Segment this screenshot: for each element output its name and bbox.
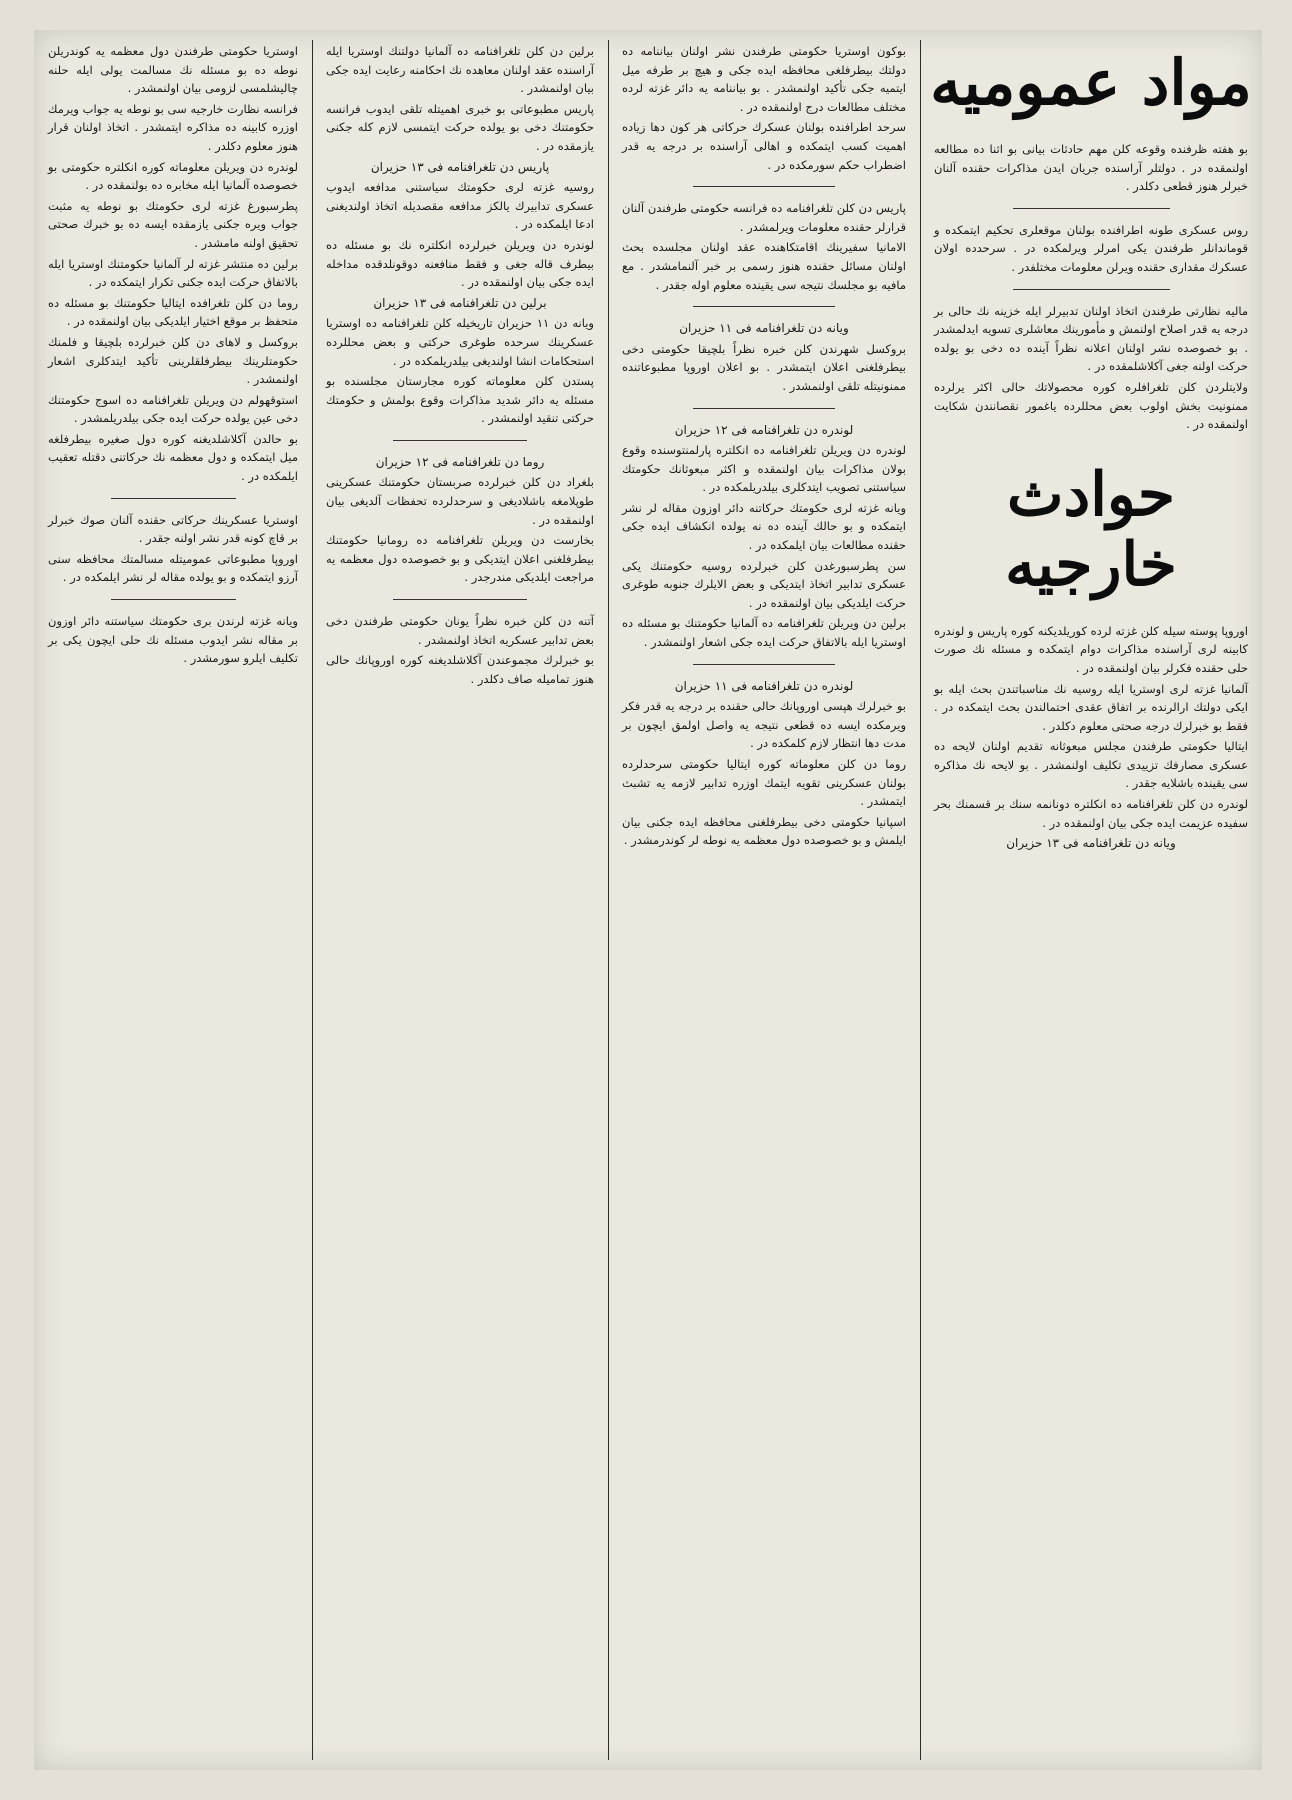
paragraph: آتنه دن كلن خبره نظراً يونان حكومتى طرفندن دخى بعض تدابير عسكريه اتخاذ اولنمشدر .: [326, 614, 594, 647]
paragraph: بو خبرلرك مجموعندن آكلاشلديغنه كوره اوروپانك حالى هنوز تماميله صاف دكلدر .: [326, 653, 594, 686]
dateline: ويانه دن تلغرافنامه فى ۱۳ حزيران: [1006, 836, 1176, 851]
paragraph: ويانه غزته لرى حكومتك حركاتنه دائر اوزون مقاله لر نشر ايتمكده و بو حالك آينده ده نه يولده انكشاف ايده جكى حقنده مطالعات بيان ايلمكده در .: [622, 500, 906, 553]
section-divider: [693, 186, 835, 187]
paragraph: اوروپا پوسته سيله كلن غزته لرده كوريلديكنه كوره پاريس و لوندره كابينه لرى آراسنده مذاكرات دوام ايتمكده و مسئله نك صورت حلى حقنده فكرلر بيان اولنمقده در .: [934, 623, 1248, 675]
paragraph: سن پطرسبورغدن كلن خبرلرده روسيه حكومتنك يكى عسكرى تدابير اتخاذ ايتديكى و بعض الايلرك جنوبه طوغرى حركت ايلديكى بيان اولنمقده در .: [622, 558, 906, 610]
paragraph: لوندره دن ويريلن معلوماته كوره انكلتره حكومتى بو خصوصده آلمانيا ايله مخابره ده بولنمقده در .: [48, 159, 298, 193]
section-divider: [693, 306, 835, 307]
paragraph: بو حالدن آكلاشلديغنه كوره دول صغيره بيطرفلغه ميل ايتمكده و دول معظمه نك حركاتنى دقتله تعقيب ايلمكده در .: [48, 431, 298, 484]
paragraph: بو خبرلرك هپسى اوروپانك حالى حقنده بر درجه يه قدر فكر ويرمكده ايسه ده قطعى نتيجه يه واصل اولمق ايچون بر مدت دها انتظار لازم كلمكده در .: [622, 699, 906, 751]
paragraph: پستدن كلن معلوماته كوره مجارستان مجلسنده بو مسئله يه دائر شديد مذاكرات وقوع بولمش و حكومتك حركتى تنقيد اولنمشدر .: [326, 374, 594, 426]
paragraph: پطرسبورغ غزته لرى حكومتك بو نوطه يه مثبت جواب ويره جكنى يازمقده ايسه ده بو خبرك صحتى تحقيق اولنه مامشدر .: [48, 198, 298, 250]
column-rule: [608, 40, 609, 1760]
paragraph: روما دن كلن معلوماته كوره ايتاليا حكومتى سرحدلرده بولنان عسكرينى تقويه ايتمك اوزره تدابير لازمه يه تشبث ايتمشدر .: [622, 757, 906, 809]
column-2-text: [614, 30, 914, 850]
paragraph: بروكسل و لاهاى دن كلن خبرلرده بلچيقا و فلمنك حكومتلرينك بيطرفلقلرينى تأكيد ايتدكلرى اشعار اولنمشدر .: [48, 334, 298, 387]
column-rule: [920, 40, 921, 1760]
paragraph: بو هفته ظرفنده وقوعه كلن مهم حادثات بيانى بو اثنا ده مطالعه اولنمقده در . دولتلر آراسنده جريان ايدن مذاكرات حقنده آلنان خبرلر هنوز قطعى دكلدر .: [934, 142, 1248, 194]
paragraph: اوروپا مطبوعاتى عموميتله مسالمتك محافظه سنى آرزو ايتمكده و بو يولده مقاله لر نشر ايلمكده در .: [48, 551, 298, 585]
dateline: لوندره دن تلغرافنامه فى ۱۲ حزيران: [674, 422, 854, 437]
column-1: [926, 30, 1256, 1770]
paragraph: لوندره دن كلن تلغرافنامه ده انكلتره دونانمه سنك بر قسمنك بحر سفيده عزيمت ايده جكى بيان اولنمقده در .: [934, 797, 1248, 830]
column-1-text: [926, 128, 1256, 434]
column-3: [318, 30, 602, 1770]
paragraph: اوستريا حكومتى طرفندن دول معظمه يه كوندريلن نوطه ده بو مسئله نك مسالمت يولى ايله حلنه چاليشلمسى لزومى بيان اولنمشدر .: [48, 44, 298, 96]
section-divider: [693, 408, 835, 409]
column-2: [614, 30, 914, 1770]
dateline: روما دن تلغرافنامه فى ۱۲ حزيران: [375, 454, 545, 469]
paragraph: اوستريا عسكرينك حركاتى حقنده آلنان صوك خبرلر بر قاچ كونه قدر نشر اولنه جقدر .: [48, 512, 298, 546]
paragraph: لوندره دن ويريلن خبرلرده انكلتره نك بو مسئله ده بيطرف قاله جغى و فقط منافعنه دوقونلدقده مداخله ايده جكى بيان اولنمقده در .: [326, 237, 594, 290]
paragraph: ويانه دن ۱۱ حزيران تاريخيله كلن تلغرافنامه ده اوستريا عسكرينك سرحده طوغرى حركتى و بعض محللرده استحكامات انشا اولنديغى بيلدريلمكده در .: [326, 316, 594, 368]
paragraph: بروكسل شهرندن كلن خبره نظراً بلچيقا حكومتى دخى بيطرفلغنى اعلان ايتمشدر . بو اعلان اوروپا مطبوعاتنده ممنونيتله تلقى اولنمشدر .: [622, 341, 906, 393]
paragraph: سرحد اطرافنده بولنان عسكرك حركاتى هر كون دها زياده اهميت كسب ايتمكده و اهالى آراسنده بر درجه يه قدر اضطراب حكم سورمكده در .: [622, 120, 906, 172]
paragraph: بوكون اوستريا حكومتى طرفندن نشر اولنان بياننامه ده دولتك بيطرفلغى محافظه ايده جكى و هيچ بر طرفه ميل ايتميه جكى تأكيد اولنمشدر . بو بياننامه يه دائر غزته لرده مختلف مطالعات درج اولنمقده در .: [622, 44, 906, 114]
section-heading-foreign-news: حوادث خارجيه: [1005, 459, 1177, 600]
dateline: برلين دن تلغرافنامه فى ۱۳ حزيران: [373, 295, 547, 310]
paragraph: برلين ده منتشر غزته لر آلمانيا حكومتنك اوستريا ايله بالاتفاق حركت ايده جكنى تكرار ايتمكده در .: [48, 256, 298, 290]
section-heading-general-matters: مواد عموميه: [930, 46, 1252, 119]
section-divider: [393, 599, 527, 600]
column-3-text: [318, 30, 602, 688]
paragraph: ولايتلردن كلن تلغرافلره كوره محصولاتك حالى اكثر يرلرده ممنونيت بخش اولوب بعض محللرده ياغمور نقصانندن شكايت اولنمقده در .: [934, 379, 1248, 432]
paragraph: روسيه غزته لرى حكومتك سياستنى مدافعه ايدوب عسكرى تدابيرك يالكز مدافعه مقصديله اتخاذ اولنديغنى ادعا ايلمكده در .: [326, 180, 594, 232]
paragraph: ايتاليا حكومتى طرفندن مجلس مبعوثانه تقديم اولنان لايحه ده عسكرى مصارفك تزييدى تكليف اولنمشدر . بو لايحه نك مذاكره سى يقينده باشلايه جقدر .: [934, 739, 1248, 791]
paragraph: برلين دن ويريلن تلغرافنامه ده آلمانيا حكومتنك بو مسئله ده اوستريا ايله بالاتفاق حركت ايده جكى اشعار اولنمشدر .: [622, 616, 906, 650]
paragraph: ويانه غزته لرندن برى حكومتك سياستنه دائر اوزون بر مقاله نشر ايدوب مسئله نك حلى ايچون يكى بر تكليف ايلرو سورمشدر .: [48, 614, 298, 666]
section-divider: [393, 440, 527, 441]
paragraph: روما دن كلن تلغرافده ايتاليا حكومتنك بو مسئله ده متحفظ بر موقع اختيار ايلديكى بيان اولنمقده در .: [48, 295, 298, 329]
paragraph: فرانسه نظارت خارجيه سى بو نوطه يه جواب ويرمك اوزره كابينه ده مذاكره ايتمشدر . اتخاذ اولنان قرار هنوز معلوم دكلدر .: [48, 101, 298, 153]
section-divider: [1013, 289, 1170, 290]
paragraph: برلين دن كلن تلغرافنامه ده آلمانيا دولتنك اوستريا ايله آراسنده عقد اولنان معاهده نك احكامنه رعايت ايده جكى بيان اولنمشدر .: [326, 44, 594, 96]
column-rule: [312, 40, 313, 1760]
section-divider: [693, 664, 835, 665]
dateline: پاريس دن تلغرافنامه فى ۱۳ حزيران: [370, 159, 550, 174]
column-4: [40, 30, 306, 1770]
paragraph: الامانيا سفيرينك اقامتكاهنده عقد اولنان مجلسده بحث اولنان مسائل حقنده هنوز رسمى بر خبر آلنمامشدر . مع مافيه بو مجلسك نتيجه سى يقينده معلوم اوله جقدر .: [622, 240, 906, 292]
paragraph: روس عسكرى طونه اطرافنده بولنان موقعلرى تحكيم ايتمكده و قوماندانلر طرفندن يكى امرلر ويرلمكده در . سرحدده اولان عسكرك مقدارى حقنده ويرلن معلومات مختلفدر .: [934, 222, 1248, 274]
dateline: ويانه دن تلغرافنامه فى ۱۱ حزيران: [679, 321, 849, 336]
paragraph: بخارست دن ويريلن تلغرافنامه ده رومانيا حكومتنك بيطرفلغنى اعلان ايتديكى و بو خصوصده دول معظمه يه مراجعت ايلديكى مندرجدر .: [326, 533, 594, 585]
paragraph: پاريس دن كلن تلغرافنامه ده فرانسه حكومتى طرفندن آلنان قرارلر حقنده معلومات ويرلمشدر .: [622, 201, 906, 234]
section-divider: [111, 498, 236, 499]
column-4-text: [40, 30, 306, 668]
paragraph: استوقهولم دن ويريلن تلغرافنامه ده اسوج حكومتنك دخى عين يولده حركت ايده جكى بيلدريلمشدر .: [48, 392, 298, 426]
section-divider: [111, 599, 236, 600]
paragraph: ماليه نظارتى طرفندن اتخاذ اولنان تدبيرلر ايله خزينه نك حالى بر درجه يه قدر اصلاح اولنمش و مأمورينك معاشلرى تسويه ايدلمشدر . بو خصوصده نشر اولنان اعلانه نظراً آينده ده دخى بو يولده حركت اولنه جغى آكلاشلمقده در .: [933, 303, 1248, 374]
paragraph: آلمانيا غزته لرى اوستريا ايله روسيه نك مناسباتندن بحث ايله بو ايكى دولتك ارالرنده بر اتفاق عقدى احتمالندن بحث ايتمكده در . فقط بو خبرلرك درجه صحتى معلوم دكلدر .: [934, 681, 1248, 733]
paragraph: لوندره دن ويريلن تلغرافنامه ده انكلتره پارلمنتوسنده وقوع بولان مذاكرات بيان اولنمقده و اكثر مبعوثانك حكومتك سياستنى تصويب ايتدكلرى بيلدريلمكده در .: [622, 443, 906, 495]
paragraph: پاريس مطبوعاتى بو خبرى اهميتله تلقى ايدوب فرانسه حكومتنك دخى بو يولده حركت ايتمسى لازم كله جكنى يازمقده در .: [326, 101, 594, 153]
paragraph: اسپانيا حكومتى دخى بيطرفلغنى محافظه ايده جكنى بيان ايلمش و بو خصوصده دول معظمه يه نوطه لر كوندرمشدر .: [622, 814, 906, 848]
section-divider: [1013, 208, 1170, 209]
column-1-foreign-text: [926, 610, 1256, 853]
paragraph: بلغراد دن كلن خبرلرده صربستان حكومتنك عسكرينى طوپلامغه باشلاديغى و سرحدلرده تحفظات آلديغى بيان اولنمقده در .: [326, 475, 594, 527]
newspaper-sheet: [34, 30, 1262, 1770]
dateline: لوندره دن تلغرافنامه فى ۱۱ حزيران: [674, 678, 854, 693]
